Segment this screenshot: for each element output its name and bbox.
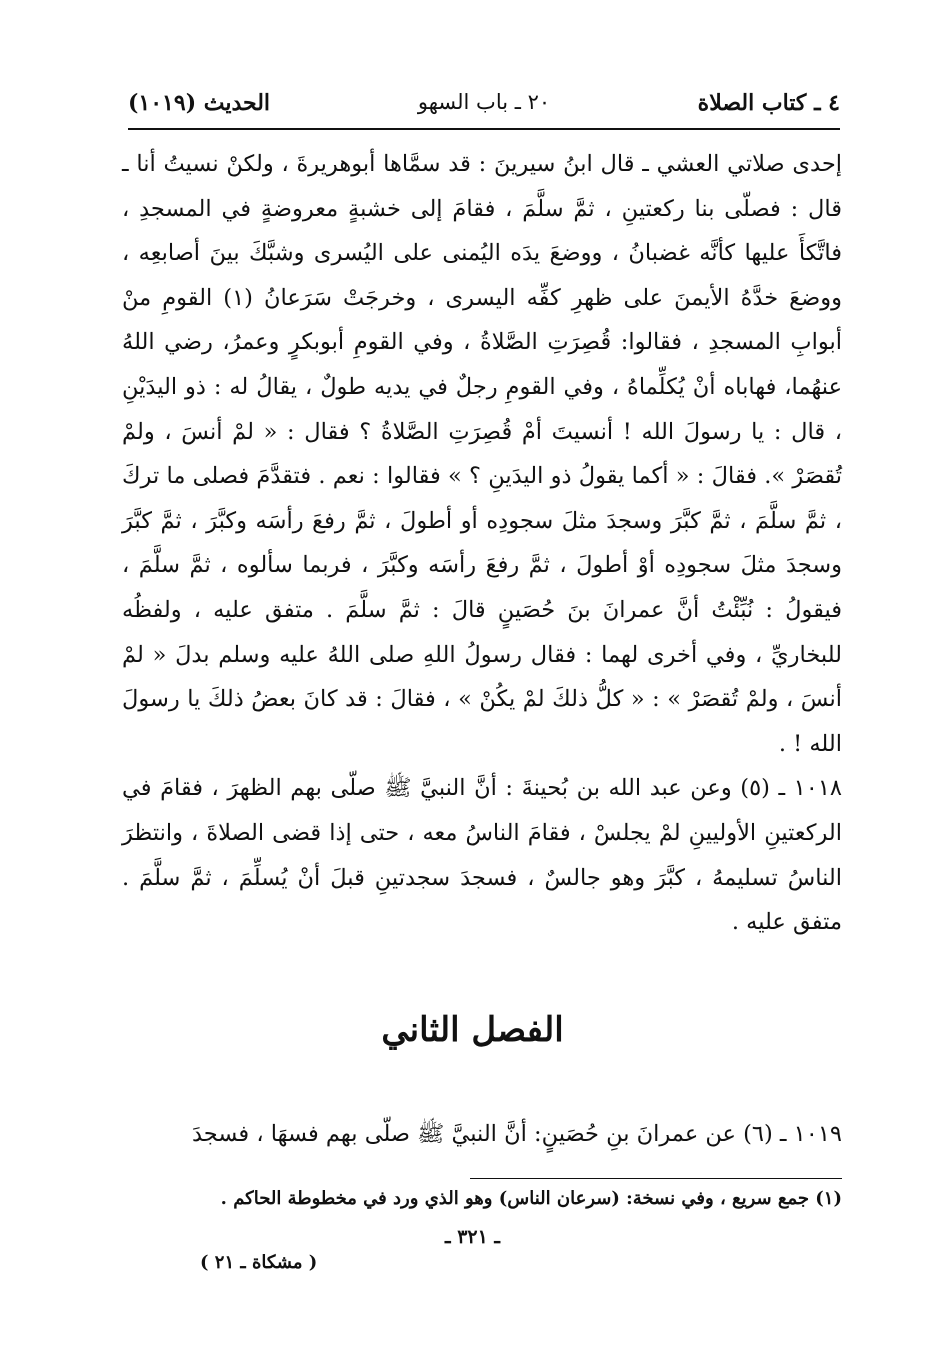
page-number: ـ ٣٢١ ـ: [445, 1226, 500, 1248]
footnote: (١) جمع سريع ، وفي نسخة: (سرعان الناس) وهو الذي ورد في مخطوطة الحاكم .: [220, 1188, 842, 1209]
paragraph-hadith-1019: ١٠١٩ ـ (٦) عن عمرانَ بنِ حُصَينٍ: أنَّ النبيَّ ﷺ صلّى بهم فسهَا ، فسجدَ: [192, 1121, 842, 1147]
header-book-title: ٤ ـ كتاب الصلاة: [697, 90, 840, 116]
running-header: [128, 84, 840, 130]
paragraph-hadith-continuation: إحدى صلاتي العشي ـ قال ابنُ سيرينَ : قد سمَّاها أبوهريرةَ ، ولكنْ نسيتُ أنا ـ قال : فصلّى بنا ركعتينِ ، ثمَّ سلَّمَ ، فقامَ إلى خشبةٍ معروضةٍ في المسجدِ ، فاتَّكأَ عليها كأنَّه غضبانُ ، ووضعَ يدَه اليُمنى على اليُسرى وشبَّكَ بينَ أصابعِه ، ووضعَ خدَّهُ الأيمنَ على ظهرِ كفِّه اليسرى ، وخرجَتْ سَرَعانُ (١) القومِ منْ أبوابِ المسجدِ ، فقالوا: قُصِرَتِ الصَّلاةُ ، وفي القومِ أبوبكرٍ وعمرُ، رضي اللهُ عنهُما، فهاباه أنْ يُكلِّماهُ ، وفي القومِ رجلٌ في يديه طولٌ ، يقالُ له : ذو اليدَيْنِ ، قال : يا رسولَ الله ! أنسيتَ أمْ قُصِرَتِ الصَّلاةُ ؟ فقال : « لمْ أنسَ ، ولمْ تُقصَرْ ». فقالَ : « أكما يقولُ ذو اليدَينِ ؟ » فقالوا : نعم . فتقدَّمَ فصلى ما تركَ ، ثمَّ سلَّمَ ، ثمَّ كبَّرَ وسجدَ مثلَ سجودِه أو أطولَ ، ثمَّ رفعَ رأسَه وكبَّرَ ، ثمَّ كبَّرَ وسجدَ مثلَ سجودِه أوْ أطولَ ، ثمَّ رفعَ رأسَه وكبَّرَ ، فربما سألوه ، ثمَّ سلَّمَ ، فيقولُ : نُبِّئْتُ أنَّ عمرانَ بنَ حُصَينٍ قالَ : ثمَّ سلَّمَ . متفق عليه ، ولفظُه للبخاريِّ ، وفي أخرى لهما : فقال رسولُ اللهِ صلى اللهُ عليه وسلم بدلَ « لمْ أنسَ ، ولمْ تُقصَرْ » : « كلُّ ذلكَ لمْ يكُنْ » ، فقالَ : قد كانَ بعضُ ذلكَ يا رسولَ الله ! .: [122, 151, 842, 757]
section-title: الفصل الثاني: [381, 1010, 564, 1050]
main-text: [122, 142, 842, 945]
footnote-divider: [470, 1178, 842, 1179]
header-divider: [128, 128, 840, 130]
header-hadith-number: الحديث (١٠١٩): [128, 90, 271, 116]
volume-stamp: ( مشكاة ـ ٢١ ): [200, 1252, 318, 1273]
paragraph-hadith-1018: ١٠١٨ ـ (٥) وعن عبد الله بن بُحينةَ : أنَّ النبيَّ ﷺ صلّى بهم الظهرَ ، فقامَ في الركعتينِ الأوليينِ لمْ يجلسْ ، فقامَ الناسُ معه ، حتى إذا قضى الصلاةَ ، وانتظرَ الناسُ تسليمهُ ، كبَّرَ وهو جالسٌ ، فسجدَ سجدتينِ قبلَ أنْ يُسلِّمَ ، ثمَّ سلَّمَ . متفق عليه .: [122, 775, 842, 936]
header-chapter-title: ٢٠ ـ باب السهو: [417, 90, 551, 114]
